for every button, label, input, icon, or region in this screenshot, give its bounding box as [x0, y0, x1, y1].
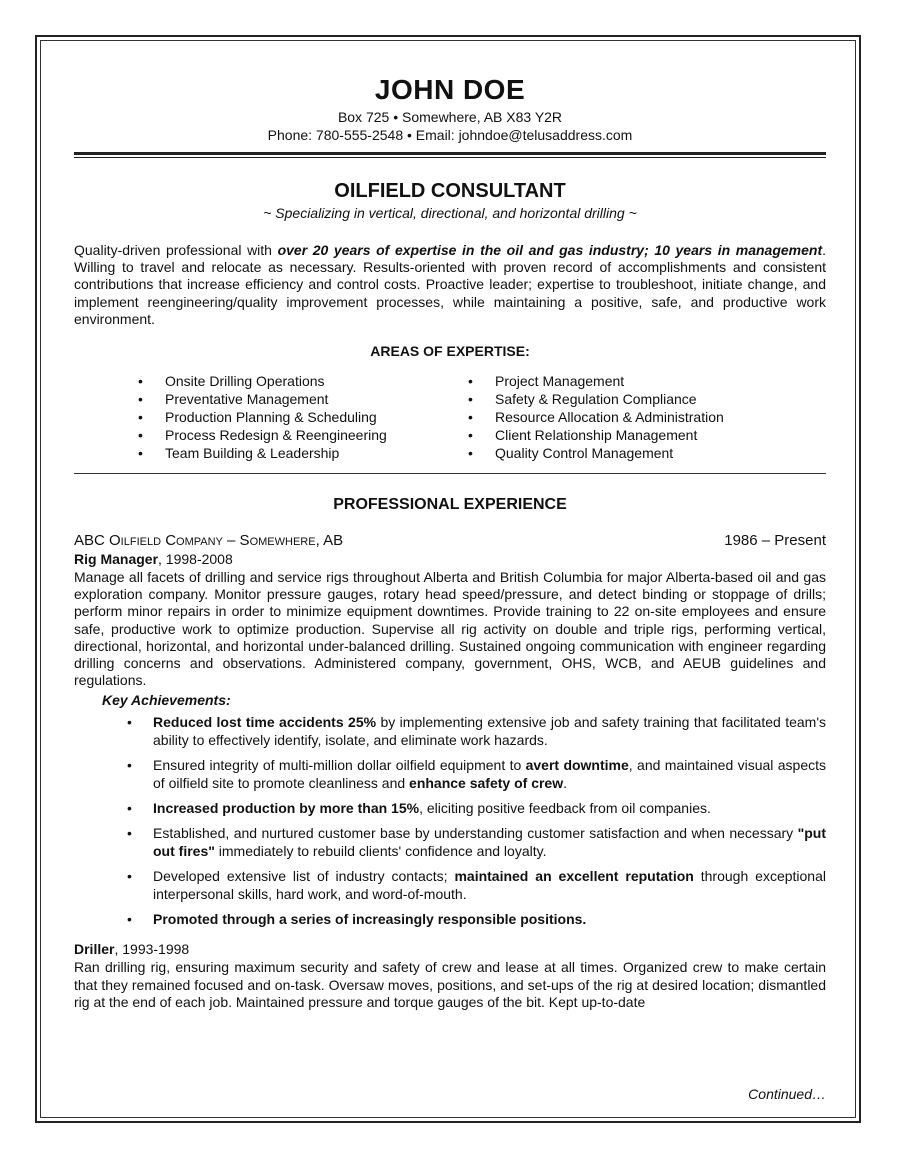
achievement-bold: Promoted through a series of increasingly responsible positions. — [153, 911, 587, 928]
achievement-bold: maintained an excellent reputation — [454, 868, 694, 885]
role-rig-manager — [74, 550, 826, 568]
achievement-item — [153, 910, 826, 928]
achievement-text: Established, and nurtured customer base by understanding customer satisfaction and when necessary — [153, 825, 798, 842]
role-description: Ran drilling rig, ensuring maximum security and safety of crew and lease at all times. Organized crew to make certain that they remained focused and on-task. Oversaw moves, positions, and set-ups of the rig at desired location; dismantled rig at the end of each job. Maintained pressure and torque gauges of the bit. Kept up-to-date — [74, 959, 826, 1010]
expertise-item: • Process Redesign & Reengineering — [138, 426, 468, 444]
expertise-column-left — [138, 372, 468, 462]
experience-heading: PROFESSIONAL EXPERIENCE — [333, 496, 567, 514]
company-row — [74, 532, 826, 550]
achievement-bold: avert downtime — [525, 757, 629, 774]
job-title: OILFIELD CONSULTANT — [334, 180, 566, 202]
expertise-item: • Production Planning & Scheduling — [138, 408, 468, 426]
company-dates: 1986 – Present — [724, 532, 826, 550]
achievement-text: , eliciting positive feedback from oil companies. — [419, 800, 711, 817]
resume-content — [74, 72, 827, 1102]
candidate-name: JOHN DOE — [374, 74, 526, 105]
key-achievements-heading: Key Achievements: — [102, 692, 231, 709]
expertise-item: • Project Management — [468, 372, 798, 390]
achievement-bold: Reduced lost time accidents 25% — [153, 714, 377, 731]
role-years: , 1998-2008 — [158, 551, 233, 568]
role-driller — [74, 940, 826, 958]
expertise-heading: AREAS OF EXPERTISE: — [370, 343, 530, 360]
achievement-bold: Increased production by more than 15% — [153, 800, 420, 817]
expertise-column-right — [468, 372, 798, 462]
achievement-bold: enhance safety of crew — [409, 775, 564, 792]
role-title: Rig Manager — [74, 551, 159, 568]
phone-email-line: Phone: 780-555-2548 • Email: johndoe@telusaddress.com — [267, 127, 633, 143]
header-divider — [74, 152, 826, 158]
summary-paragraph — [74, 242, 826, 328]
achievement-item — [153, 713, 826, 749]
achievements-list — [74, 713, 826, 928]
address-line: Box 725 • Somewhere, AB X83 Y2R — [337, 109, 563, 125]
achievement-text: . — [563, 775, 567, 792]
role-title: Driller — [74, 941, 115, 958]
expertise-item: • Preventative Management — [138, 390, 468, 408]
achievement-item — [153, 799, 826, 817]
section-divider — [74, 473, 826, 474]
expertise-item: • Onsite Drilling Operations — [138, 372, 468, 390]
achievement-item — [153, 756, 826, 792]
achievement-text: , and maintained visual aspects of oilfield site to promote cleanliness and — [153, 757, 826, 792]
expertise-list — [74, 372, 826, 462]
tagline: ~ Specializing in vertical, directional, and horizontal drilling ~ — [263, 205, 637, 221]
headline-block — [74, 178, 826, 222]
achievement-text: immediately to rebuild clients' confidence and loyalty. — [214, 843, 547, 860]
summary-highlight: over 20 years of expertise in the oil and gas industry; 10 years in management — [277, 242, 823, 258]
summary-text: Quality-driven professional with — [74, 242, 278, 258]
achievement-item — [153, 867, 826, 903]
achievement-text: by implementing extensive job and safety training that facilitated team's ability to effectively identify, isolate, and eliminate work hazards. — [153, 714, 826, 749]
summary-text: . Willing to travel and relocate as necessary. Results-oriented with proven record of accomplishments and consistent contributions that increase efficiency and control costs. Proactive leader; expertise to troubleshoot, initiate change, and implement reengineering/quality improvement processes, while maintaining a positive, safe, and productive work environment. — [74, 242, 827, 327]
expertise-item: • Quality Control Management — [468, 444, 798, 462]
company-name: ABC Oilfield Company – Somewhere, AB — [74, 532, 344, 550]
continued-note: Continued… — [748, 1086, 826, 1102]
expertise-item: • Client Relationship Management — [468, 426, 798, 444]
achievement-text: Developed extensive list of industry contacts; — [153, 868, 455, 885]
achievement-item — [153, 824, 826, 860]
achievement-text: Ensured integrity of multi-million dollar oilfield equipment to — [153, 757, 526, 774]
role-years: , 1993-1998 — [114, 941, 190, 958]
role-description: Manage all facets of drilling and service rigs throughout Alberta and British Columbia for major Alberta-based oil and gas exploration company. Monitor pressure gauges, rotary head speed/pressure, and detect binding or stoppage of drills; perform minor repairs in order to minimize equipment downtimes. Provide training to 22 on-site employees and ensure safe, productive work to optimize production. Supervise all rig activity on double and triple rigs, performing vertical, directional, horizontal, and horizontal under-balanced drilling. Sustained ongoing communication with engineer regarding drilling concerns and observations. Administered company, government, OHS, WCB, and AEUB guidelines and regulations. — [74, 569, 826, 689]
expertise-item: • Team Building & Leadership — [138, 444, 468, 462]
header — [74, 72, 826, 144]
achievement-text: through exceptional interpersonal skills, hard work, and word-of-mouth. — [153, 868, 826, 903]
expertise-item: • Resource Allocation & Administration — [468, 408, 798, 426]
expertise-item: • Safety & Regulation Compliance — [468, 390, 798, 408]
achievement-bold: "put out fires" — [153, 825, 826, 860]
